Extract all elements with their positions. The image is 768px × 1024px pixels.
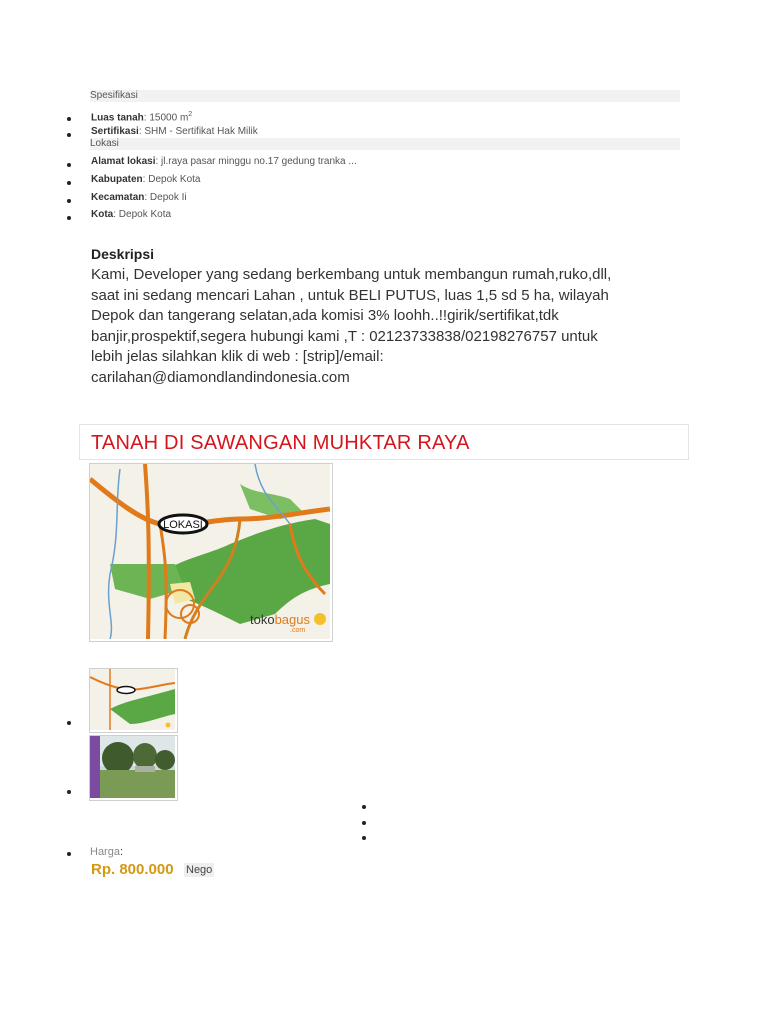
bullet xyxy=(67,199,71,203)
spec-label: Alamat lokasi xyxy=(91,156,156,167)
location-map xyxy=(90,464,330,639)
carousel-dot-2[interactable] xyxy=(362,821,366,825)
nego-badge: Nego xyxy=(186,864,213,876)
spec-label: Kota xyxy=(91,209,114,220)
spec-label: Luas tanah xyxy=(91,112,144,124)
spec-label: Sertifikasi xyxy=(91,126,139,137)
carousel-dot-3[interactable] xyxy=(362,836,366,840)
carousel-dot-1[interactable] xyxy=(362,805,366,809)
bullet xyxy=(67,117,71,121)
lokasi-header xyxy=(90,138,680,150)
spesifikasi-header-text: Spesifikasi xyxy=(90,90,138,101)
spec-unit-sup: 2 xyxy=(188,111,193,118)
bullet xyxy=(67,790,71,794)
spec-sertifikasi xyxy=(91,126,258,138)
spec-value: : jl.raya pasar minggu no.17 gedung tranka ... xyxy=(155,156,357,167)
bullet xyxy=(67,721,71,725)
spec-kabupaten xyxy=(91,174,200,186)
land-photo-image xyxy=(90,736,175,798)
listing-title: TANAH DI SAWANGAN MUHKTAR RAYA xyxy=(91,432,470,454)
spec-value: : SHM - Sertifikat Hak Milik xyxy=(138,126,258,137)
spec-label: Kecamatan xyxy=(91,192,145,203)
bullet xyxy=(67,181,71,185)
price-label-colon: : xyxy=(119,846,124,858)
map-marker-label: LOKASI xyxy=(163,519,203,531)
listing-title-box xyxy=(79,424,689,460)
spec-kota xyxy=(91,209,171,221)
bullet xyxy=(67,216,71,220)
price-value: Rp. 800.000 xyxy=(91,861,174,878)
spec-value: : Depok Ii xyxy=(144,192,187,203)
tokobagus-logo-domain: .com xyxy=(290,627,306,634)
main-map-image[interactable] xyxy=(89,463,333,642)
spec-value: : Depok Kota xyxy=(113,209,172,220)
bullet xyxy=(67,163,71,167)
spec-kecamatan xyxy=(91,192,187,204)
bullet xyxy=(67,852,71,856)
deskripsi-title: Deskripsi xyxy=(91,246,155,262)
bullet xyxy=(67,133,71,137)
spec-alamat-lokasi xyxy=(91,156,357,168)
price-label xyxy=(90,846,123,858)
price-label-text: Harga xyxy=(90,846,120,858)
spesifikasi-header xyxy=(90,90,680,102)
deskripsi-body: Kami, Developer yang sedang berkembang untuk membangun rumah,ruko,dll, saat ini sedang mencari Lahan , untuk BELI PUTUS, luas 1,5 sd 5 ha, wilayah Depok dan tangerang selatan,ada komisi 3% loohh..!!girik/sertifikat,tdk banjir,prospektif,segera hubungi kami ,T : 02123733838/02198276757 untuk lebih jelas silahkan klik di web : [strip]/email: carilahan@diamondlandindonesia.com xyxy=(91,266,612,386)
lokasi-header-text: Lokasi xyxy=(90,138,119,149)
spec-luas-tanah xyxy=(91,109,192,124)
thumbnail-map[interactable] xyxy=(89,668,178,733)
tokobagus-logo: tokobagus xyxy=(250,612,310,627)
thumbnail-map-image xyxy=(90,669,175,730)
thumbnail-photo[interactable] xyxy=(89,735,178,801)
spec-value: : 15000 m xyxy=(143,112,189,124)
spec-value: : Depok Kota xyxy=(142,174,201,185)
spec-label: Kabupaten xyxy=(91,174,143,185)
